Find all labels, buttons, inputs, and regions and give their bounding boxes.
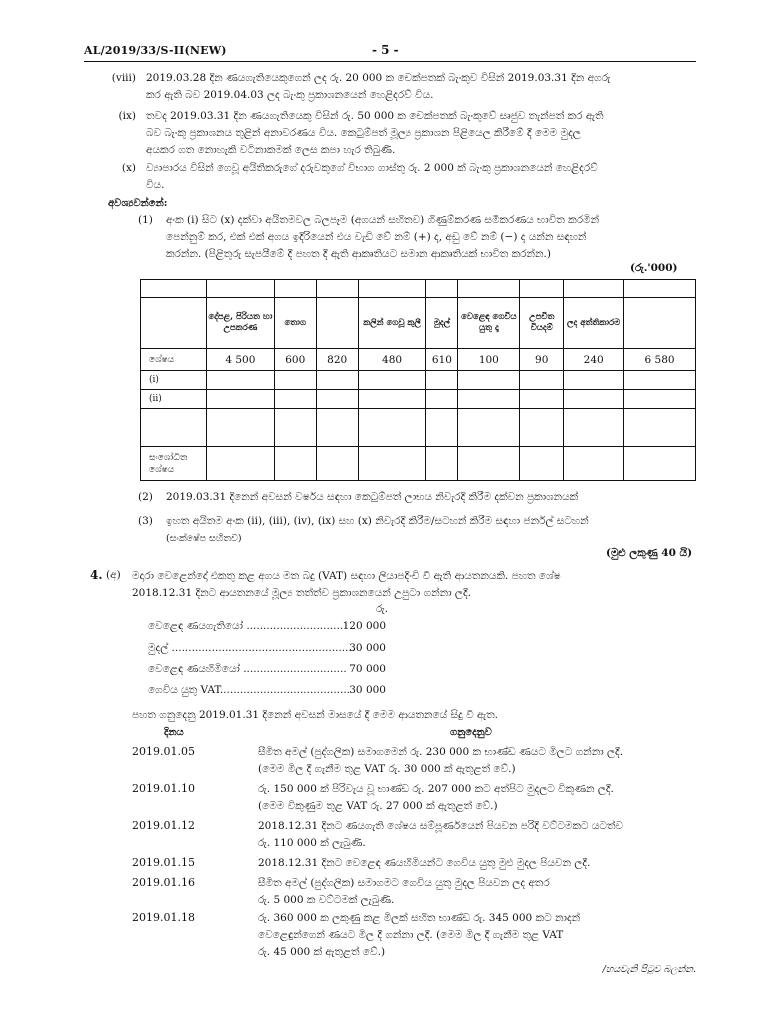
- transaction-line: රු. 150 000 ක් පිරිවැය වූ භාණ්ඩ රු. 207 000 කට අත්පිට මුදලට විකුණන ලදී.: [258, 783, 614, 795]
- item-viii: [96, 70, 696, 104]
- transactions-intro: පහත ගනුදෙනු 2019.01.31 දිනෙන් අවසන් මාසයේ දී මෙම ආයතනයේ සිදු වී ඇත.: [132, 709, 498, 721]
- header-rule: [84, 61, 696, 62]
- table-header: උපචිත වියදම්: [520, 298, 564, 349]
- balance-line: [148, 620, 388, 638]
- requirement-number: (3): [138, 515, 153, 527]
- requirement-line: 2019.03.31 දිනෙන් අවසන් වර්ෂය සඳහා කෙටුම්පත් ලාභය නිවැරදි කිරීම දක්වන ප්‍රකාශනයක්: [166, 491, 579, 503]
- item-x: [96, 160, 696, 194]
- table-header: [624, 298, 696, 349]
- item-number: (viii): [111, 72, 136, 84]
- balance-amount: 30 000: [349, 642, 386, 654]
- row-label: (ii): [141, 390, 207, 409]
- item-line: විය.: [146, 179, 165, 191]
- table-header: මුදල්: [426, 298, 458, 349]
- balance-amount: 30 000: [349, 684, 386, 696]
- transaction-line: සීමිත අමල් (පුද්ගලික) සමාගමට ගෙවිය යුතු මුදල පියවන ලද අතර: [258, 877, 550, 889]
- table-row: [141, 371, 696, 390]
- table-header: ලද අත්තිකාරම: [564, 298, 624, 349]
- transaction-text: [258, 855, 696, 872]
- transaction-date: 2019.01.10: [132, 782, 195, 795]
- requirement-line: පෙන්නුම් කර, එක් එක් අගය ඉදිරියෙන් එය වැඩි වේ නම් (+) ද, අඩු වේ නම් (−) ද යන්න සඳහන්: [166, 231, 587, 243]
- requirement-2: [108, 489, 696, 507]
- requirement-line: කරන්න. (පිළිතුරු සැපයීමේ දී පහත දී ඇති ආකෘතියට සමාන ආකෘතියක් භාවිත කරන්න.): [166, 248, 551, 260]
- requirement-line: ඉහත අයිතම අංක (ii), (iii), (iv), (ix) සහ (x) නිවැරදි කිරීම/සටහන් කිරීම සඳහා ජර්නල් සටහන්: [166, 515, 589, 527]
- item-line: කර ඇති බව 2019.04.03 ලද බැංකු ප්‍රකාශනයෙන් හෙළිදරව් විය.: [146, 89, 434, 101]
- item-line: තවද 2019.03.31 දින ණයගැතියෙකු විසින් රු. 50 000 ක චෙක්පතක් බැංකුවේ සෘජුව තැන්පත් කර ඇති: [146, 110, 604, 122]
- transaction-text: [258, 744, 696, 778]
- table-cell: 820: [316, 349, 358, 371]
- item-ix: [96, 108, 696, 160]
- table-header: කලින් ගෙවූ කුලී: [358, 298, 426, 349]
- item-number: (x): [121, 162, 136, 174]
- transaction-line: වෙළෙඳුන්ගෙන් ණයට මිල දී ගන්නා ලදී. (මෙම මිල දී ගැනීම තුළ VAT: [258, 929, 564, 941]
- question-intro: [132, 568, 696, 602]
- question-number: 4.: [90, 568, 103, 582]
- table-row: [141, 390, 696, 409]
- transaction-line: රු. 45 000 ක් ඇතුළත් වේ.): [258, 946, 386, 958]
- balance-amount: 70 000: [349, 663, 386, 675]
- item-number: (ix): [118, 110, 136, 122]
- question-part: (අ): [106, 569, 121, 581]
- balance-label: වෙළෙඳ ණයහිමියෝ ...............................: [148, 663, 347, 675]
- question-line: මදාරා වෙළෙන්දෝ එකතු කළ අගය මත බදු (VAT) සඳහා ලියාපදිංචි වී ඇති ආයතනයකි. පහත ශේෂ: [132, 570, 561, 582]
- balance-amount: 120 000: [342, 620, 386, 632]
- paper-code: AL/2019/33/S-II(NEW): [84, 44, 227, 57]
- requirement-1: [108, 212, 696, 264]
- item-line: ව්‍යාපාරය විසින් ගෙවූ අයිතිකරුගේ දරුවකුගේ විභාග ගාස්තු රු. 2 000 ක් බැංකු ප්‍රකාශනයෙන් හෙළිදරව්: [146, 162, 598, 174]
- table-cell: 6 580: [624, 349, 696, 371]
- item-line: අයකර ගත නොහැකි වටිනාකමක් ලෙස කපා හැර තිබුණි.: [146, 144, 396, 156]
- row-label: (i): [141, 371, 207, 390]
- column-header-transaction: ගනුදෙනුව: [450, 727, 492, 738]
- transaction-date: 2019.01.18: [132, 911, 195, 924]
- transaction-date: 2019.01.05: [132, 745, 195, 758]
- requirement-line: අංක (i) සිට (x) දක්වා අයිතමවල බලපෑම (අගයන් සහිතව) ගිණුම්කරණ සමීකරණය භාවිත කරමින්: [166, 214, 600, 226]
- transaction-date: 2019.01.15: [132, 856, 195, 869]
- row-label: ශේෂය: [141, 349, 207, 371]
- column-header-date: දිනය: [164, 727, 184, 738]
- requirement-number: (2): [138, 491, 153, 503]
- balance-line: [148, 642, 388, 660]
- transaction-text: [258, 781, 696, 815]
- balance-label: වෙළෙඳ ණයගැතියෝ .............................: [148, 620, 344, 632]
- table-header: [316, 298, 358, 349]
- transaction-line: (මෙම මිල දී ගැනීම තුළ VAT රු. 30 000 ක් ඇතුළත් වේ.): [258, 763, 516, 775]
- requirement-3: [108, 513, 696, 547]
- table-row: [141, 349, 696, 371]
- table-header: තොග: [274, 298, 316, 349]
- table-row: [141, 447, 696, 481]
- transaction-line: සීමිත අමල් (පුද්ගලික) සමාගමෙන් රු. 230 000 ක භාණ්ඩ ණයට මිලට ගන්නා ලදී.: [258, 746, 624, 758]
- table-header: දේපළ, පිරියත හා උපකරණ: [206, 298, 274, 349]
- transaction-line: 2018.12.31 දිනට ණයගැති ශේෂය සම්පූර්ණයෙන් පියවන පරිදි වට්ටමකට යටත්ව: [258, 820, 624, 832]
- item-line: 2019.03.28 දින ණයගැතියෙකුගෙන් ලද රු. 20 000 ක චෙක්පතක් බැංකුව විසින් 2019.03.31 දින අගරු: [146, 72, 611, 84]
- transaction-line: රු. 110 000 ක් ලැබුණි.: [258, 837, 366, 849]
- table-cell: 240: [564, 349, 624, 371]
- table-cell: 4 500: [206, 349, 274, 371]
- required-label: අවශ්‍යවන්නේ:: [108, 198, 168, 209]
- table-cell: 90: [520, 349, 564, 371]
- next-page-note: /හයවැනි පිටුව බලන්න.: [602, 964, 696, 975]
- question-line: 2018.12.31 දිනට ආයතනයේ මූල්‍ය තත්ත්ව ප්‍රකාශනයෙන් උපුටා ගන්නා ලදී.: [132, 587, 471, 599]
- transaction-date: 2019.01.16: [132, 876, 195, 889]
- table-header: වෙළෙඳ ගෙවිය යුතු දෑ: [458, 298, 520, 349]
- balance-label: මුදල් .......................................................: [148, 642, 356, 654]
- table-cell: 600: [274, 349, 316, 371]
- accounting-equation-table: [140, 279, 696, 481]
- currency-label: රු.: [376, 603, 389, 615]
- page-number: - 5 -: [372, 43, 399, 57]
- transaction-text: [258, 875, 696, 909]
- balance-line: [148, 684, 388, 702]
- requirement-number: (1): [138, 214, 153, 226]
- table-unit: (රු.'000): [630, 262, 678, 274]
- transaction-text: [258, 818, 696, 852]
- table-top-row: [141, 280, 696, 298]
- item-line: බව බැංකු ප්‍රකාශනය තුළින් අනාවරණය විය. කෙටුම්පත් මූල්‍ය ප්‍රකාශන පිළියෙල කිරීමේ දී මෙම මුදල: [146, 127, 581, 139]
- table-header-row: [141, 298, 696, 349]
- table-cell: 480: [358, 349, 426, 371]
- balance-label: ගෙවිය යුතු VAT.......................................: [148, 684, 351, 696]
- transaction-text: [258, 910, 696, 961]
- requirement-line: (සංක්ෂේප සහිතව): [166, 533, 242, 544]
- transaction-line: 2018.12.31 දිනට වෙළෙඳ ණයහිමියන්ට ගෙවිය යුතු මුළු මුදල පියවන ලදී.: [258, 857, 591, 869]
- transaction-line: රු. 360 000 ක ලකුණු කළ මිලක් සහිත භාණ්ඩ රු. 345 000 කට නාදන්: [258, 912, 581, 924]
- transaction-line: (මෙම විකුණුම තුළ VAT රු. 27 000 ක් ඇතුළත් වේ.): [258, 800, 498, 812]
- table-cell: 100: [458, 349, 520, 371]
- balance-line: [148, 663, 388, 681]
- transaction-line: රු. 5 000 ක වට්ටමක් ලැබුණි.: [258, 894, 395, 906]
- row-label: සංශෝධිත ශේෂය: [141, 447, 207, 481]
- table-row: [141, 409, 696, 447]
- total-marks: (මුළු ලකුණු 40 යි): [606, 547, 693, 559]
- table-cell: 610: [426, 349, 458, 371]
- transaction-date: 2019.01.12: [132, 819, 195, 832]
- table-header: [141, 298, 207, 349]
- row-label: [141, 409, 207, 447]
